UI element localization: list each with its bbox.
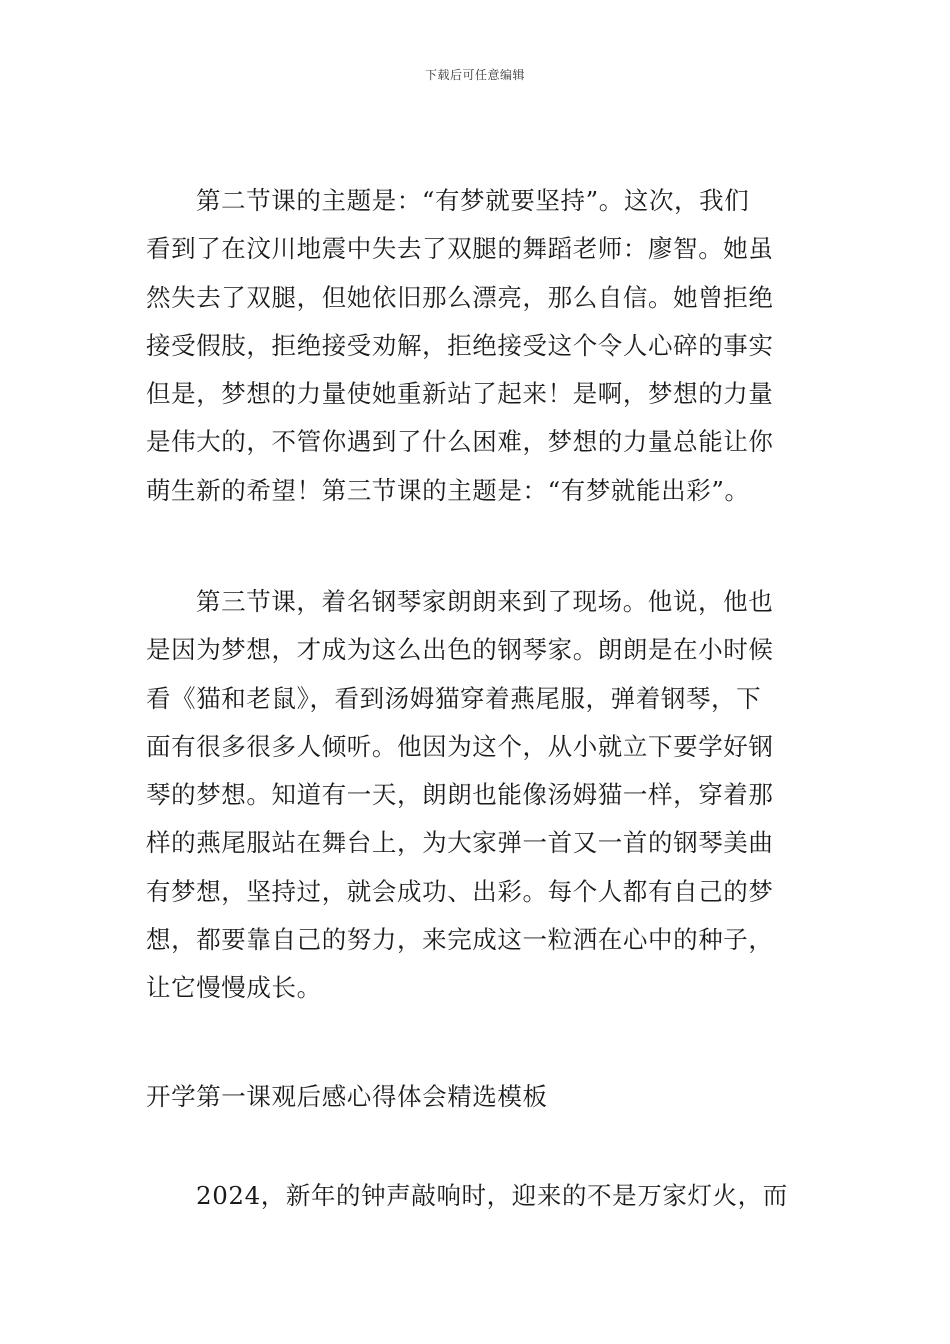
paragraph-line: 2024，新年的钟声敲响时，迎来的不是万家灯火，而 [196,1181,788,1210]
section-title-text: 开学第一课观后感心得体会精选模板 [146,1082,548,1111]
paragraph-line: 第二节课的主题是：“有梦就要坚持”。这次，我们 [196,186,750,215]
header-note: 下载后可任意编辑 [424,68,525,82]
paragraph-line: 琴的梦想。知道有一天，朗朗也能像汤姆猫一样，穿着那 [146,780,774,810]
paragraph-line: 是因为梦想，才成为这么出色的钢琴家。朗朗是在小时候 [146,635,774,665]
paragraph-line: 接受假肢，拒绝接受劝解，拒绝接受这个令人心碎的事实 [146,330,774,360]
paragraph-line: 看到了在汶川地震中失去了双腿的舞蹈老师：廖智。她虽 [146,234,774,264]
paragraph-line: 样的燕尾服站在舞台上，为大家弹一首又一首的钢琴美曲 [146,828,774,858]
paragraph-1 [146,177,806,515]
paragraph-line: 但是，梦想的力量使她重新站了起来！是啊，梦想的力量 [146,379,774,409]
paragraph-line: 第三节课，着名钢琴家朗朗来到了现场。他说，他也 [196,587,774,616]
paragraph-line: 然失去了双腿，但她依旧那么漂亮，那么自信。她曾拒绝 [146,282,774,312]
paragraph-line: 是伟大的，不管你遇到了什么困难，梦想的力量总能让你 [146,427,774,457]
paragraph-2 [146,578,806,1013]
paragraph-line: 看《猫和老鼠》，看到汤姆猫穿着燕尾服，弹着钢琴，下 [146,683,762,713]
paragraph-line: 萌生新的希望！第三节课的主题是：“有梦就能出彩”。 [146,475,750,505]
paragraph-line: 想，都要靠自己的努力，来完成这一粒洒在心中的种子， [146,925,774,955]
paragraph-line: 让它慢慢成长。 [146,973,322,1003]
paragraph-line: 面有很多很多人倾听。他因为这个，从小就立下要学好钢 [146,731,774,761]
paragraph-3 [146,1172,806,1220]
section-title [146,1073,806,1121]
paragraph-line: 有梦想，坚持过，就会成功、出彩。每个人都有自己的梦 [146,876,774,906]
